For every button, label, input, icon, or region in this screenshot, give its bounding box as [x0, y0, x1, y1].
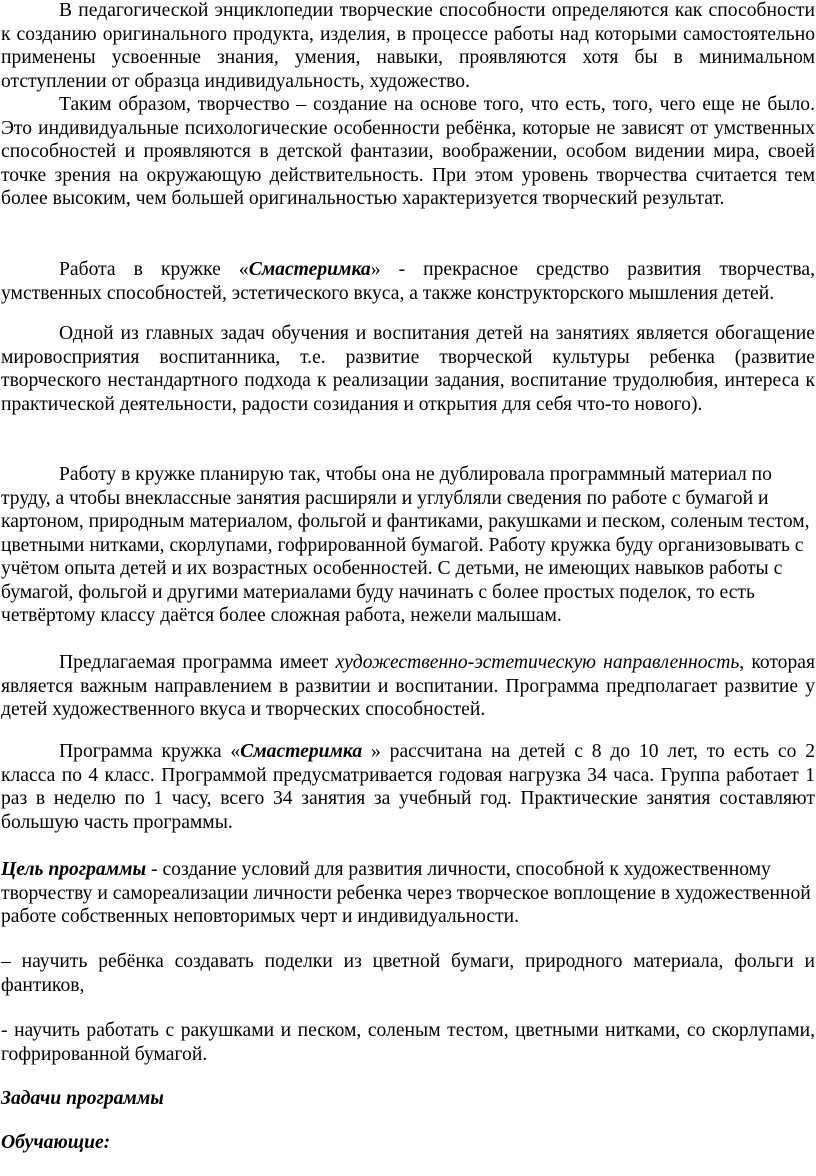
paragraph-work-planning: Работу в кружке планирую так, чтобы она не дублировала программный материал по труду, а чтобы внеклассные занятия расширяли и углубляли сведения по работе с бумагой и картоном, природным материалом, фольгой и фантиками, ракушками и песком, соленым тестом, цветными нитками, скорлупами, гофрированной бумагой. Работу кружка буду организовывать с учётом опыта детей и их возрастных особенностей. С детьми, не имеющих навыков работы с бумагой, фольгой и другими материалами буду начинать с более простых поделок, то есть четвёртому классу даётся более сложная работа, нежели малышам. — [1, 464, 810, 626]
paragraph-creative-abilities-definition: В педагогической энциклопедии творческие способности определяются как способности к созданию оригинального продукта, изделия, в процессе работы над которыми самостоятельно применены усвоенные знания, умения, навыки, проявляются хотя бы в минимальном отступлении от образца индивидуальность, художество. — [1, 0, 815, 92]
text-segment: Программа кружка « — [59, 741, 241, 762]
paragraph-program-goal — [1, 858, 815, 929]
text-segment: Предлагаемая программа имеет — [59, 652, 336, 673]
heading-educational: Обучающие: — [1, 1132, 111, 1153]
paragraph-program-schedule — [1, 740, 815, 834]
text-segment: Работа в кружке « — [59, 259, 249, 280]
heading-program-tasks: Задачи программы — [1, 1088, 164, 1109]
orientation-emphasis: художественно-эстетическую направленность — [335, 652, 740, 673]
paragraph-program-orientation — [1, 651, 815, 722]
list-item-goal-1: – научить ребёнка создавать поделки из цветной бумаги, природного материала, фольги и фантиков, — [1, 951, 815, 996]
club-name-emphasis: Смастеримка — [248, 259, 371, 280]
text-segment: » - прекрасное средство развития творчества, умственных способностей, эстетического вкуса, а также конструкторского мышления детей. — [1, 259, 815, 304]
paragraph-club-work — [1, 258, 815, 305]
club-name-emphasis: Смастеримка — [240, 741, 363, 762]
list-item-goal-2: - научить работать с ракушками и песком, соленым тестом, цветными нитками, со скорлупами, гофрированной бумагой. — [1, 1020, 815, 1065]
paragraph-creativity-definition: Таким образом, творчество – создание на основе того, что есть, того, чего еще не было. Это индивидуальные психологические особенности ребёнка, которые не зависят от умственных способностей и проявляются в детской фантазии, воображении, особом видении мира, своей точке зрения на окружающую действительность. При этом уровень творчества считается тем более высоким, чем большей оригинальностью характеризуется творческий результат. — [1, 94, 815, 209]
text-segment: - создание условий для развития личности, способной к художественному творчеству и самореализации личности ребенка через творческое воплощение в художественной работе собственных неповторимых черт и индивидуальности. — [1, 859, 811, 927]
goal-heading: Цель программы — [1, 859, 147, 880]
text-segment: » рассчитана на детей с 8 до 10 лет, то есть со 2 класса по 4 класс. Программой предусматривается годовая нагрузка 34 часа. Группа работает 1 раз в неделю по 1 часу, всего 34 занятия за учебный год. Практические занятия составляют большую часть программы. — [1, 741, 815, 833]
paragraph-main-tasks: Одной из главных задач обучения и воспитания детей на занятиях является обогащение мировосприятия воспитанника, т.е. развитие творческой культуры ребенка (развитие творческого нестандартного подхода к реализации задания, воспитание трудолюбия, интереса к практической деятельности, радости созидания и открытия для себя что-то нового). — [1, 323, 815, 415]
text-segment: , которая является важным направлением в развитии и воспитании. Программа предполагает развитие у детей художественного вкуса и творческих способностей. — [1, 652, 815, 720]
